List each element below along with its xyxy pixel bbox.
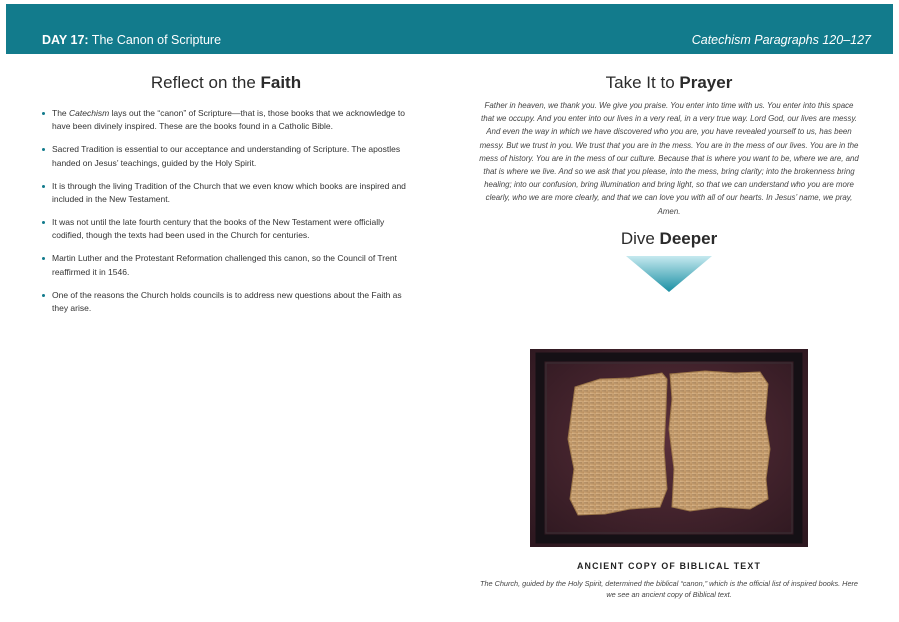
bullet-text: lays out the “canon” of Scripture—that is, those books that we acknowledge to have been divinely inspired. These are the books found in a Catholic Bible. [52, 108, 405, 132]
reflect-title-plain: Reflect on the [150, 73, 261, 92]
reflect-title-bold: Faith [260, 73, 302, 92]
papyrus-photo [530, 349, 808, 547]
bullet-item: One of the reasons the Church holds councils is to address new questions about the Faith as they arise. [40, 289, 412, 316]
prayer-title [478, 72, 860, 94]
reflect-bullet-list [40, 107, 412, 315]
bullet-item: It was not until the late fourth century that the books of the New Testament were officially codified, though the texts had been used in the Church for centuries. [40, 216, 412, 243]
down-triangle-icon [624, 254, 714, 294]
dive-arrow [478, 254, 860, 296]
bullet-item [40, 107, 412, 134]
bullet-text: The [52, 108, 70, 118]
prayer-text: Father in heaven, we thank you. We give you praise. You enter into time with us. You enter into this space that we occupy. And you enter into our lives in a very real, in a very true way. Lord God, our lives are messy. And even the way in which we have discovered who you are, you have revealed yourself to us, has been messy. But we trust in you. We trust that you are in the mess. You are in the mess of our lives. You are in the mess of history. You are in the mess of our culture. Because that is where you want to be, where we are, and that is where we live. And so we ask that you please, into the mess, bring clarity; into the brokenness bring healing; into our confusion, bring illumination and bring light, so that we can understand who you are more clearly, who we are more clearly, and that we can love you with all of our hearts. In Jesus’ name, we pray, Amen. [479, 101, 859, 216]
catechism-paragraphs: Catechism Paragraphs 120–127 [691, 33, 871, 47]
prayer-title-bold: Prayer [679, 73, 733, 92]
page-header [6, 4, 893, 54]
bullet-item: Sacred Tradition is essential to our acceptance and understanding of Scripture. The apostles handed on Jesus’ teachings, guided by the Holy Spirit. [40, 143, 412, 170]
figure-caption-title: ANCIENT COPY OF BIBLICAL TEXT [576, 561, 762, 571]
bullet-item: Martin Luther and the Protestant Reformation challenged this canon, so the Council of Trent reaffirmed it in 1546. [40, 252, 412, 279]
dive-title [478, 228, 860, 250]
day-heading [42, 33, 221, 47]
reflect-section [40, 72, 412, 325]
prayer-section [478, 72, 860, 296]
reflect-title [40, 72, 412, 94]
day-title: The Canon of Scripture [88, 33, 222, 47]
prayer-title-plain: Take It to [605, 73, 680, 92]
bullet-emphasis: Catechism [69, 108, 110, 118]
day-label: DAY 17: [42, 33, 89, 47]
dive-title-bold: Deeper [659, 228, 718, 248]
dive-title-plain: Dive [620, 228, 660, 248]
figure-caption-text: The Church, guided by the Holy Spirit, determined the biblical “canon,” which is the official list of inspired books. Here we see an ancient copy of Biblical text. [479, 579, 858, 599]
bullet-item: It is through the living Tradition of the Church that we even know which books are inspired and included in the New Testament. [40, 180, 412, 207]
